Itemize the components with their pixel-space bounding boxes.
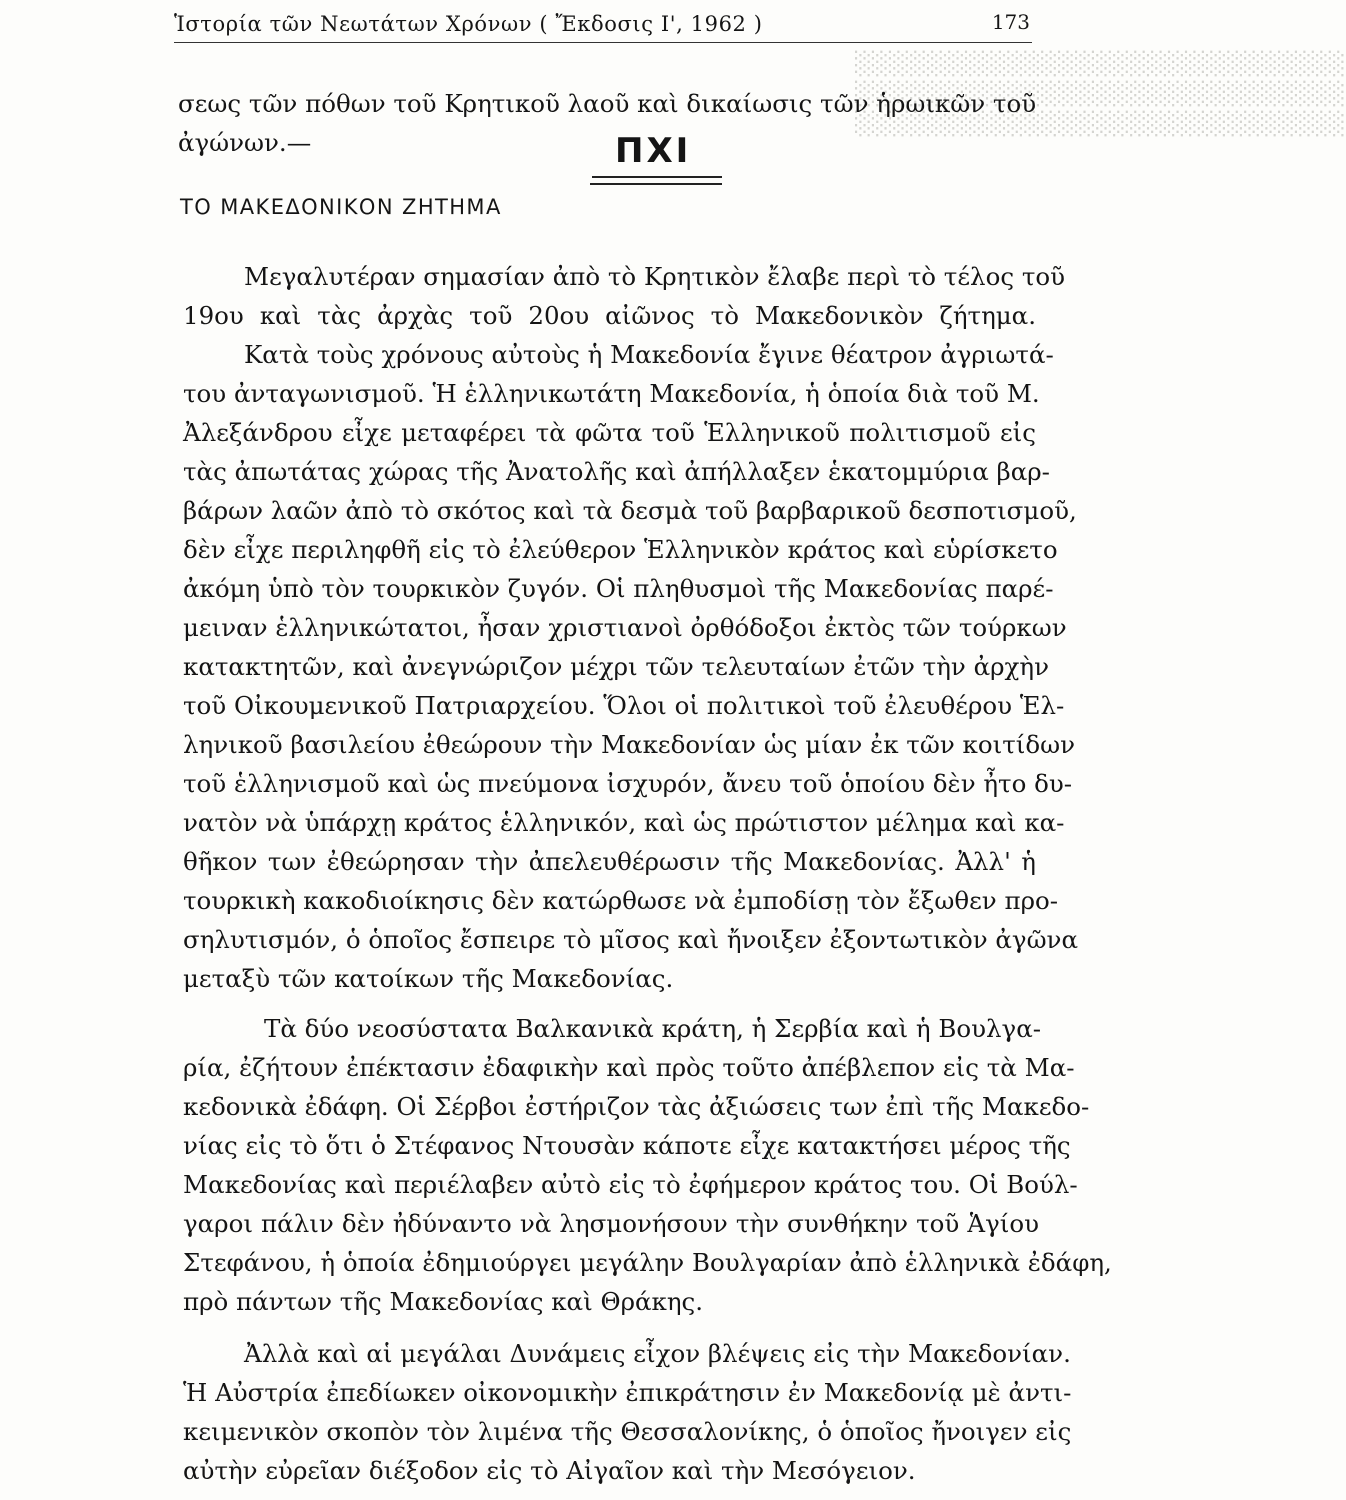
body-line: αὐτὴν εὐρεῖαν διέξοδον εἰς τὸ Αἰγαῖον καὶ τὴν Μεσόγειον. — [183, 1456, 916, 1485]
section-heading: ΤΟ ΜΑΚΕΔΟΝΙΚΟΝ ΖΗΤΗΜΑ — [180, 195, 502, 219]
body-line: νίας εἰς τὸ ὅτι ὁ Στέφανος Ντουσὰν κάποτε εἶχε κατακτήσει μέρος τῆς — [183, 1131, 1071, 1160]
body-line: σεως τῶν πόθων τοῦ Κρητικοῦ λαοῦ καὶ δικαίωσις τῶν ἡρωικῶν τοῦ — [178, 89, 1037, 118]
body-line: Στεφάνου, ἡ ὁποία ἐδημιούργει μεγάλην Βουλγαρίαν ἀπὸ ἑλληνικὰ ἐδάφη, — [183, 1248, 1112, 1277]
body-line: Κατὰ τοὺς χρόνους αὐτοὺς ἡ Μακεδονία ἔγινε θέατρον ἀγριωτά- — [244, 340, 1054, 369]
body-line: κειμενικὸν σκοπὸν τὸν λιμένα τῆς Θεσσαλονίκης, ὁ ὁποῖος ἤνοιγεν εἰς — [183, 1417, 1072, 1446]
body-line: ἀγώνων.— — [178, 128, 312, 157]
body-line: κεδονικὰ ἐδάφη. Οἱ Σέρβοι ἐστήριζον τὰς ἀξιώσεις των ἐπὶ τῆς Μακεδο- — [183, 1092, 1090, 1121]
body-line: πρὸ πάντων τῆς Μακεδονίας καὶ Θράκης. — [183, 1287, 704, 1316]
body-line: ληνικοῦ βασιλείου ἐθεώρουν τὴν Μακεδονίαν ὡς μίαν ἐκ τῶν κοιτίδων — [183, 730, 1075, 759]
body-line: Ἀλλὰ καὶ αἱ μεγάλαι Δυνάμεις εἶχον βλέψεις εἰς τὴν Μακεδονίαν. — [244, 1339, 1071, 1368]
handwritten-note: ΠΧΙ — [615, 131, 692, 171]
body-line: Τὰ δύο νεοσύστατα Βαλκανικὰ κράτη, ἡ Σερβία καὶ ἡ Βουλγα- — [264, 1014, 1042, 1043]
body-line: 19ου καὶ τὰς ἀρχὰς τοῦ 20ου αἰῶνος τὸ Μακεδονικὸν ζήτημα. — [183, 301, 1036, 330]
body-line: τοῦ Οἰκουμενικοῦ Πατριαρχείου. Ὅλοι οἱ πολιτικοὶ τοῦ ἐλευθέρου Ἑλ- — [183, 691, 1065, 720]
body-line: γαροι πάλιν δὲν ἠδύναντο νὰ λησμονήσουν τὴν συνθήκην τοῦ Ἁγίου — [183, 1209, 1039, 1238]
page-number: 173 — [991, 10, 1030, 34]
body-line: θῆκον των ἐθεώρησαν τὴν ἀπελευθέρωσιν τῆς Μακεδονίας. Ἀλλ' ἡ — [183, 847, 1036, 876]
body-line: Μεγαλυτέραν σημασίαν ἀπὸ τὸ Κρητικὸν ἔλαβε περὶ τὸ τέλος τοῦ — [244, 262, 1066, 291]
body-line: Ἀλεξάνδρου εἶχε μεταφέρει τὰ φῶτα τοῦ Ἑλληνικοῦ πολιτισμοῦ εἰς — [183, 418, 1036, 447]
body-line: Ἡ Αὐστρία ἐπεδίωκεν οἰκονομικὴν ἐπικράτησιν ἐν Μακεδονίᾳ μὲ ἀντι- — [183, 1378, 1072, 1407]
body-line: μεταξὺ τῶν κατοίκων τῆς Μακεδονίας. — [183, 964, 674, 993]
body-line: κατακτητῶν, καὶ ἀνεγνώριζον μέχρι τῶν τελευταίων ἐτῶν τὴν ἀρχὴν — [183, 652, 1049, 681]
running-header — [174, 6, 1032, 43]
bleed-through-texture: ░░░░░░░░░░░░░░░░░░░░░░░░░░░░░ ░░░░░░░░░░░░░░░░░░░░░░░░░░░░░ ░░░░░░░░░░░░░░░░░░░░░░░░░░░░░ — [855, 52, 1346, 137]
body-line: τὰς ἀπωτάτας χώρας τῆς Ἀνατολῆς καὶ ἀπήλλαξεν ἑκατομμύρια βαρ- — [183, 457, 1050, 486]
body-line: του ἀνταγωνισμοῦ. Ἡ ἑλληνικωτάτη Μακεδονία, ἡ ὁποία διὰ τοῦ Μ. — [183, 379, 1040, 408]
handwritten-underline — [590, 183, 722, 185]
running-title: Ἱστορία τῶν Νεωτάτων Χρόνων ( Ἔκδοσις Ι', 1962 ) — [174, 12, 763, 36]
body-line: σηλυτισμόν, ὁ ὁποῖος ἔσπειρε τὸ μῖσος καὶ ἤνοιξεν ἐξοντωτικὸν ἀγῶνα — [183, 925, 1078, 954]
body-line: νατὸν νὰ ὑπάρχῃ κράτος ἑλληνικόν, καὶ ὡς πρώτιστον μέλημα καὶ κα- — [183, 808, 1065, 837]
body-line: ρία, ἐζήτουν ἐπέκτασιν ἐδαφικὴν καὶ πρὸς τοῦτο ἀπέβλεπον εἰς τὰ Μα- — [183, 1053, 1075, 1082]
body-line: ἀκόμη ὑπὸ τὸν τουρκικὸν ζυγόν. Οἱ πληθυσμοὶ τῆς Μακεδονίας παρέ- — [183, 574, 1054, 603]
body-line: Μακεδονίας καὶ περιέλαβεν αὐτὸ εἰς τὸ ἐφήμερον κράτος του. Οἱ Βούλ- — [183, 1170, 1078, 1199]
body-line: τουρκικὴ κακοδιοίκησις δὲν κατώρθωσε νὰ ἐμποδίσῃ τὸν ἔξωθεν προ- — [183, 886, 1059, 915]
body-line: τοῦ ἑλληνισμοῦ καὶ ὡς πνεύμονα ἰσχυρόν, ἄνευ τοῦ ὁποίου δὲν ἦτο δυ- — [183, 769, 1073, 798]
body-line: δὲν εἶχε περιληφθῆ εἰς τὸ ἐλεύθερον Ἑλληνικὸν κράτος καὶ εὑρίσκετο — [183, 535, 1058, 564]
body-line: βάρων λαῶν ἀπὸ τὸ σκότος καὶ τὰ δεσμὰ τοῦ βαρβαρικοῦ δεσποτισμοῦ, — [183, 496, 1077, 525]
handwritten-underline — [592, 176, 722, 178]
body-line: μειναν ἑλληνικώτατοι, ἦσαν χριστιανοὶ ὀρθόδοξοι ἐκτὸς τῶν τούρκων — [183, 613, 1067, 642]
